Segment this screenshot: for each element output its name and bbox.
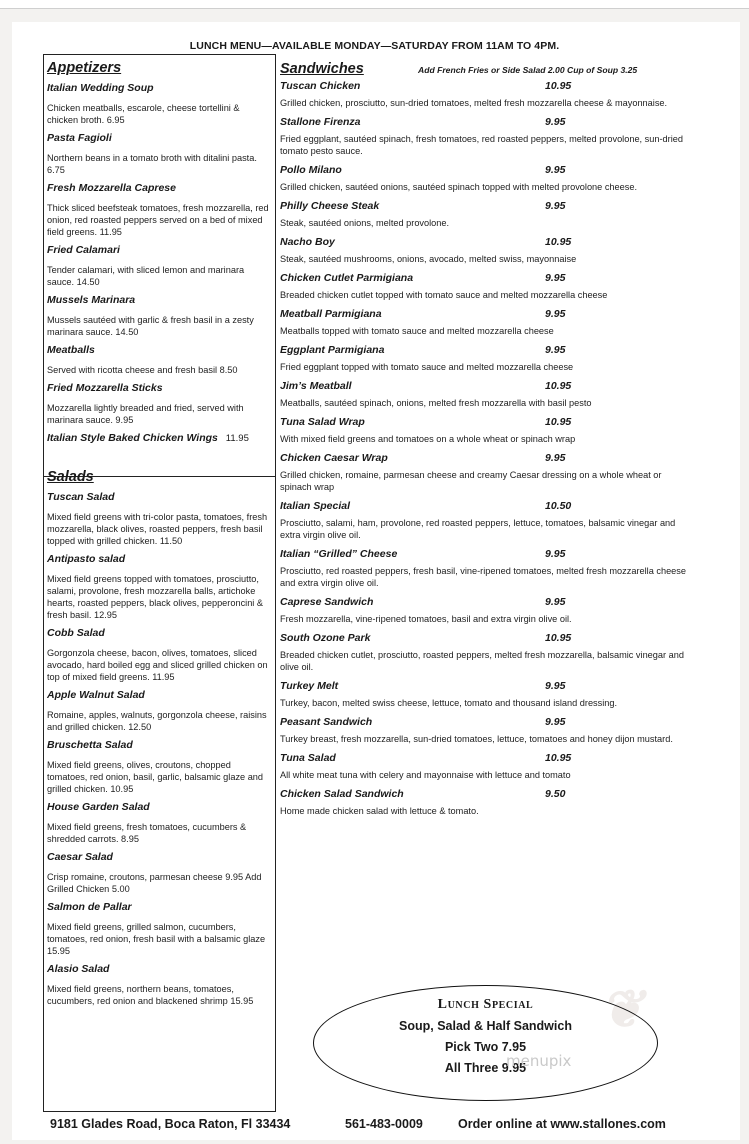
item-name: Tuscan Salad <box>47 491 115 503</box>
item-price: 9.95 <box>545 200 566 212</box>
item-description: Prosciutto, salami, ham, provolone, red roasted peppers, lettuce, tomatoes, balsamic vinegar and extra virgin olive oil. <box>280 518 676 540</box>
item-name: Fried Mozzarella Sticks <box>47 382 163 394</box>
sandwiches-title: Sandwiches <box>280 61 364 77</box>
item-description: Chicken meatballs, escarole, cheese tortellini & chicken broth. 6.95 <box>47 103 240 125</box>
sandwich-row <box>280 594 690 609</box>
sandwich-item <box>280 750 690 781</box>
item-description: Breaded chicken cutlet topped with tomato sauce and melted mozzarella cheese <box>280 290 608 300</box>
sandwich-row <box>280 414 690 429</box>
sandwich-row <box>280 198 690 213</box>
footer-address: 9181 Glades Road, Boca Raton, Fl 33434 <box>50 1117 291 1131</box>
item-name: Mussels Marinara <box>47 294 136 306</box>
item-description: Turkey breast, fresh mozzarella, sun-dried tomatoes, lettuce, tomatoes and honey dijon mustard. <box>280 734 673 744</box>
sandwich-row <box>280 786 690 801</box>
right-column <box>280 60 690 822</box>
sandwich-row <box>280 162 690 177</box>
menu-item <box>47 244 272 288</box>
item-price: 10.50 <box>545 500 572 512</box>
item-description: Meatballs topped with tomato sauce and melted mozzarella cheese <box>280 326 554 336</box>
item-name: Chicken Caesar Wrap <box>280 452 388 464</box>
sandwich-item <box>280 630 690 673</box>
menu-item <box>47 689 272 733</box>
sandwich-item <box>280 546 690 589</box>
item-name: Italian Style Baked Chicken Wings <box>47 432 218 444</box>
sandwich-row <box>280 270 690 285</box>
sandwich-item <box>280 198 690 229</box>
item-description: Mixed field greens, olives, croutons, chopped tomatoes, red onion, basil, garlic, balsamic glaze and grilled chicken. 10.95 <box>47 760 264 794</box>
item-price: 10.95 <box>545 80 572 92</box>
item-name: Pasta Fagioli <box>47 132 112 144</box>
menu-item <box>47 851 272 895</box>
item-description: Mixed field greens topped with tomatoes, prosciutto, salami, provolone, fresh mozzarella balls, artichoke hearts, roasted peppers, black olives, pepperoncini & fresh basil. 12.95 <box>47 574 264 620</box>
item-description: Thick sliced beefsteak tomatoes, fresh mozzarella, red onion, red roasted peppers served on a bed of mixed field greens. 11.95 <box>47 203 269 237</box>
sandwich-item <box>280 714 690 745</box>
item-name: Italian “Grilled” Cheese <box>280 548 398 560</box>
sandwich-item <box>280 498 690 541</box>
item-description: Breaded chicken cutlet, prosciutto, roasted peppers, melted fresh mozzarella, balsamic vinegar and olive oil. <box>280 650 684 672</box>
item-description: Served with ricotta cheese and fresh basil 8.50 <box>47 365 238 375</box>
sandwich-item <box>280 678 690 709</box>
item-description: Mixed field greens, northern beans, tomatoes, cucumbers, red onion and blackened shrimp 15.95 <box>47 984 254 1006</box>
item-price: 9.95 <box>545 452 566 464</box>
menu-item <box>47 382 272 426</box>
item-name: South Ozone Park <box>280 632 371 644</box>
sandwich-item <box>280 786 690 817</box>
item-name: Alasio Salad <box>47 963 110 975</box>
item-name: Stallone Firenza <box>280 116 361 128</box>
menu-item <box>47 553 272 621</box>
item-price: 9.95 <box>545 548 566 560</box>
sandwiches-list <box>280 78 690 817</box>
sandwich-item <box>280 114 690 157</box>
item-description: Grilled chicken, sautéed onions, sautéed spinach topped with melted provolone cheese. <box>280 182 638 192</box>
item-name: Antipasto salad <box>47 553 126 565</box>
item-price: 9.95 <box>545 272 566 284</box>
sandwich-item <box>280 594 690 625</box>
item-price: 9.50 <box>545 788 566 800</box>
item-description: Mozzarella lightly breaded and fried, served with marinara sauce. 9.95 <box>47 403 244 425</box>
menu-item <box>47 344 272 376</box>
footer-online-link[interactable]: Order online at www.stallones.com <box>458 1117 666 1131</box>
item-description: Northern beans in a tomato broth with ditalini pasta. 6.75 <box>47 153 257 175</box>
item-description: Grilled chicken, romaine, parmesan cheese and creamy Caesar dressing on a whole wheat or spinach wrap <box>280 470 662 492</box>
sandwich-item <box>280 450 690 493</box>
sandwiches-header <box>280 60 690 78</box>
item-description: Prosciutto, red roasted peppers, fresh basil, vine-ripened tomatoes, melted fresh mozzarella cheese and extra virgin olive oil. <box>280 566 686 588</box>
sandwich-row <box>280 498 690 513</box>
item-name: Meatball Parmigiana <box>280 308 382 320</box>
item-name: Italian Special <box>280 500 351 512</box>
item-price: 9.95 <box>545 164 566 176</box>
item-name: Salmon de Pallar <box>47 901 132 913</box>
item-name: Tuscan Chicken <box>280 80 361 92</box>
sandwich-item <box>280 270 690 301</box>
item-description: All white meat tuna with celery and mayonnaise with lettuce and tomato <box>280 770 571 780</box>
item-name: Turkey Melt <box>280 680 339 692</box>
watermark: menupix <box>506 1052 572 1070</box>
menu-item <box>47 132 272 176</box>
item-name: Italian Wedding Soup <box>47 82 154 94</box>
item-name: Cobb Salad <box>47 627 105 639</box>
item-name: Tuna Salad <box>280 752 336 764</box>
sandwich-row <box>280 234 690 249</box>
menu-item <box>47 963 272 1007</box>
lunch-special-title: Lunch Special <box>437 997 534 1012</box>
sandwich-row <box>280 714 690 729</box>
menu-item-wings <box>47 432 272 445</box>
menu-item <box>47 901 272 957</box>
item-description: Mussels sautéed with garlic & fresh basil in a zesty marinara sauce. 14.50 <box>47 315 254 337</box>
item-description: With mixed field greens and tomatoes on a whole wheat or spinach wrap <box>280 434 576 444</box>
footer <box>0 1117 749 1137</box>
item-name: Chicken Cutlet Parmigiana <box>280 272 414 284</box>
appetizers-list <box>47 82 272 426</box>
item-description: Fresh mozzarella, vine-ripened tomatoes, basil and extra virgin olive oil. <box>280 614 572 624</box>
item-name: Tuna Salad Wrap <box>280 416 365 428</box>
sandwich-row <box>280 378 690 393</box>
item-name: Chicken Salad Sandwich <box>280 788 404 800</box>
salads-list <box>47 491 272 1007</box>
lunch-special-line: Soup, Salad & Half Sandwich <box>399 1019 572 1033</box>
item-price: 10.95 <box>545 752 572 764</box>
item-price: 11.95 <box>225 433 249 444</box>
sandwich-row <box>280 306 690 321</box>
menu-header: LUNCH MENU—AVAILABLE MONDAY—SATURDAY FROM 11AM TO 4PM. <box>189 40 560 52</box>
sandwich-item <box>280 162 690 193</box>
menu-item <box>47 739 272 795</box>
sandwich-row <box>280 546 690 561</box>
sandwich-row <box>280 342 690 357</box>
menu-item <box>47 294 272 338</box>
menu-item <box>47 627 272 683</box>
item-description: Tender calamari, with sliced lemon and marinara sauce. 14.50 <box>47 265 245 287</box>
item-name: Fried Calamari <box>47 244 120 256</box>
item-price: 9.95 <box>545 308 566 320</box>
footer-phone: 561-483-0009 <box>345 1117 423 1131</box>
item-description: Steak, sautéed onions, melted provolone. <box>280 218 450 228</box>
lunch-special-pick-two: Pick Two 7.95 <box>444 1040 527 1054</box>
item-name: Caesar Salad <box>47 851 113 863</box>
item-price: 9.95 <box>545 596 566 608</box>
menu-item <box>47 82 272 126</box>
item-price: 10.95 <box>545 416 572 428</box>
item-price: 9.95 <box>545 116 566 128</box>
sandwich-row <box>280 78 690 93</box>
item-name: Jim’s Meatball <box>280 380 352 392</box>
item-name: Philly Cheese Steak <box>280 200 380 212</box>
sandwich-item <box>280 78 690 109</box>
item-description: Romaine, apples, walnuts, gorgonzola cheese, raisins and grilled chicken. 12.50 <box>47 710 267 732</box>
sandwich-row <box>280 114 690 129</box>
item-name: House Garden Salad <box>47 801 150 813</box>
item-price: 9.95 <box>545 680 566 692</box>
lunch-special-oval <box>313 985 658 1101</box>
item-description: Turkey, bacon, melted swiss cheese, lettuce, tomato and thousand island dressing. <box>280 698 618 708</box>
sandwich-row <box>280 630 690 645</box>
item-price: 9.95 <box>545 344 566 356</box>
item-name: Apple Walnut Salad <box>47 689 145 701</box>
left-column <box>47 60 272 1011</box>
item-description: Fried eggplant, sautéed spinach, fresh tomatoes, red roasted peppers, melted provolone, sun-dried tomato pesto sauce. <box>280 134 683 156</box>
top-bar <box>0 0 749 9</box>
item-description: Fried eggplant topped with tomato sauce and melted mozzarella cheese <box>280 362 574 372</box>
item-price: 10.95 <box>545 236 572 248</box>
item-description: Crisp romaine, croutons, parmesan cheese 9.95 Add Grilled Chicken 5.00 <box>47 872 262 894</box>
item-name: Peasant Sandwich <box>280 716 373 728</box>
sandwich-item <box>280 234 690 265</box>
sandwich-item <box>280 342 690 373</box>
item-name: Bruschetta Salad <box>47 739 133 751</box>
sandwich-addons: Add French Fries or Side Salad 2.00 Cup of Soup 3.25 <box>418 65 638 75</box>
item-description: Home made chicken salad with lettuce & tomato. <box>280 806 479 816</box>
menu-item <box>47 182 272 238</box>
item-description: Mixed field greens with tri-color pasta, tomatoes, fresh mozzarella, black olives, roasted peppers, fresh basil topped with grilled chicken. 11.50 <box>47 512 268 546</box>
item-name: Caprese Sandwich <box>280 596 374 608</box>
background-decoration: ❦ <box>600 982 644 1039</box>
menu-item <box>47 491 272 547</box>
item-name: Pollo Milano <box>280 164 342 176</box>
item-description: Mixed field greens, fresh tomatoes, cucumbers & shredded carrots. 8.95 <box>47 822 247 844</box>
appetizers-title: Appetizers <box>47 60 122 76</box>
item-description: Gorgonzola cheese, bacon, olives, tomatoes, sliced avocado, hard boiled egg and sliced grilled chicken on top of mixed field greens. 11.95 <box>47 648 268 682</box>
item-price: 10.95 <box>545 380 572 392</box>
item-description: Mixed field greens, grilled salmon, cucumbers, tomatoes, red onion, fresh basil with a balsamic glaze 15.95 <box>47 922 266 956</box>
item-price: 9.95 <box>545 716 566 728</box>
sandwich-item <box>280 306 690 337</box>
sandwich-row <box>280 750 690 765</box>
item-name: Nacho Boy <box>280 236 335 248</box>
item-description: Grilled chicken, prosciutto, sun-dried tomatoes, melted fresh mozzarella cheese & mayonnaise. <box>280 98 668 108</box>
sandwich-item <box>280 378 690 409</box>
sandwich-row <box>280 678 690 693</box>
item-description: Meatballs, sautéed spinach, onions, melted fresh mozzarella with basil pesto <box>280 398 592 408</box>
item-name: Meatballs <box>47 344 95 356</box>
item-description: Steak, sautéed mushrooms, onions, avocado, melted swiss, mayonnaise <box>280 254 577 264</box>
item-name: Fresh Mozzarella Caprese <box>47 182 176 194</box>
lunch-special-all-three: All Three 9.95 <box>444 1061 527 1075</box>
sandwich-row <box>280 450 690 465</box>
item-price: 10.95 <box>545 632 572 644</box>
sandwich-item <box>280 414 690 445</box>
salads-title: Salads <box>47 469 94 485</box>
menu-item <box>47 801 272 845</box>
item-name: Eggplant Parmigiana <box>280 344 385 356</box>
